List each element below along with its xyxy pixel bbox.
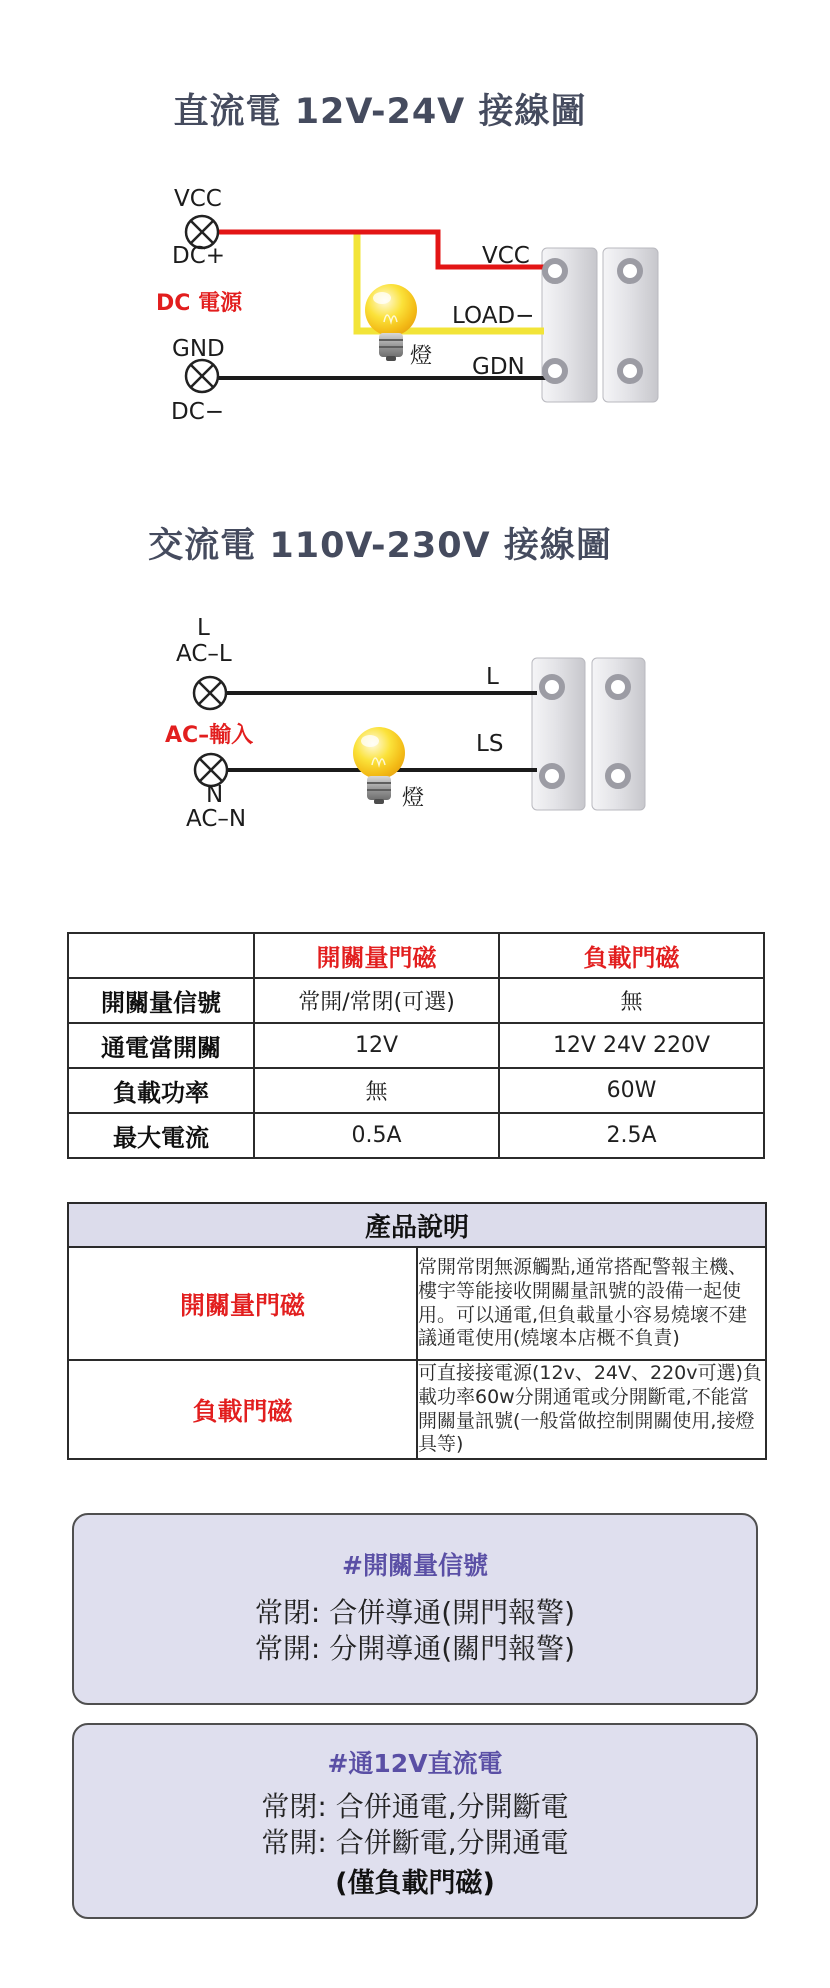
dc-gnd-label: GND (172, 336, 225, 362)
bulb-icon (353, 727, 405, 804)
product-table-title: 產品說明 (68, 1203, 766, 1247)
spec-cell: 無 (499, 978, 764, 1023)
table-row (68, 978, 764, 1023)
ac-l-label: AC–L (176, 641, 232, 667)
ac-lamp-label: 燈 (402, 786, 425, 811)
dc-vcc-left-label: VCC (174, 186, 222, 212)
terminal-icon (186, 360, 218, 392)
spec-row-label: 最大電流 (68, 1113, 254, 1158)
ac-ls-label: LS (476, 731, 504, 757)
table-row (68, 1113, 764, 1158)
spec-cell: 常開/常閉(可選) (254, 978, 499, 1023)
dc-load-label: LOAD− (452, 303, 535, 329)
dc-gdn-label: GDN (472, 354, 525, 380)
spec-cell: 60W (499, 1068, 764, 1113)
spec-header-empty (68, 933, 254, 978)
spec-cell: 0.5A (254, 1113, 499, 1158)
note-box-line: 常開: 分開導通(關門報警) (254, 1632, 576, 1665)
dc-lamp-label: 燈 (410, 344, 433, 369)
dc-vcc-right-label: VCC (482, 243, 530, 269)
note-box-footer: (僅負載門磁) (335, 1868, 495, 1899)
spec-header-switch: 開關量門磁 (254, 933, 499, 978)
spec-header-row (68, 933, 764, 978)
note-box-heading: #開關量信號 (342, 1551, 488, 1580)
note-box-line: 常閉: 合併通電,分開斷電 (261, 1790, 569, 1823)
product-row-label: 負載門磁 (68, 1360, 417, 1459)
table-row (68, 1068, 764, 1113)
spec-cell: 12V 24V 220V (499, 1023, 764, 1068)
note-box-line: 常開: 合併斷電,分開通電 (261, 1826, 569, 1859)
table-row (68, 1247, 766, 1360)
note-box-line: 常閉: 合併導通(開門報警) (254, 1596, 576, 1629)
note-box-12v-dc (72, 1723, 758, 1919)
note-box-switch-signal (72, 1513, 758, 1705)
spec-row-label: 通電當開關 (68, 1023, 254, 1068)
spec-table (67, 932, 765, 1159)
spec-row-label: 開關量信號 (68, 978, 254, 1023)
product-title-row (68, 1203, 766, 1247)
table-row (68, 1023, 764, 1068)
spec-cell: 無 (254, 1068, 499, 1113)
terminal-icon (194, 677, 226, 709)
product-description-table (67, 1202, 767, 1460)
ac-l-right-label: L (486, 664, 499, 690)
product-row-desc: 可直接接電源(12v、24V、220v可選)負載功率60w分開通電或分開斷電,不能當開關量訊號(一般當做控制開關使用,接燈具等) (417, 1360, 766, 1459)
spec-row-label: 負載功率 (68, 1068, 254, 1113)
dc-minus-label: DC− (171, 399, 225, 425)
ac-n-full-label: AC–N (186, 806, 247, 832)
dc-power-label: DC 電源 (156, 291, 243, 316)
spec-cell: 12V (254, 1023, 499, 1068)
ac-n-label: N (206, 782, 224, 808)
table-row (68, 1360, 766, 1459)
product-row-label: 開關量門磁 (68, 1247, 417, 1360)
ac-l-top-label: L (197, 615, 210, 641)
note-box-heading: #通12V直流電 (327, 1749, 503, 1778)
ac-input-label: AC–輸入 (165, 723, 254, 748)
dc-section-title: 直流電 12V-24V 接線圖 (173, 92, 587, 132)
product-row-desc: 常開常閉無源觸點,通常搭配警報主機、樓宇等能接收開關量訊號的設備一起使用。可以通電,但負載量小容易燒壞不建議通電使用(燒壞本店概不負責) (417, 1247, 766, 1360)
spec-header-load: 負載門磁 (499, 933, 764, 978)
spec-cell: 2.5A (499, 1113, 764, 1158)
ac-section-title: 交流電 110V-230V 接線圖 (148, 526, 612, 566)
dc-plus-label: DC+ (172, 243, 226, 269)
